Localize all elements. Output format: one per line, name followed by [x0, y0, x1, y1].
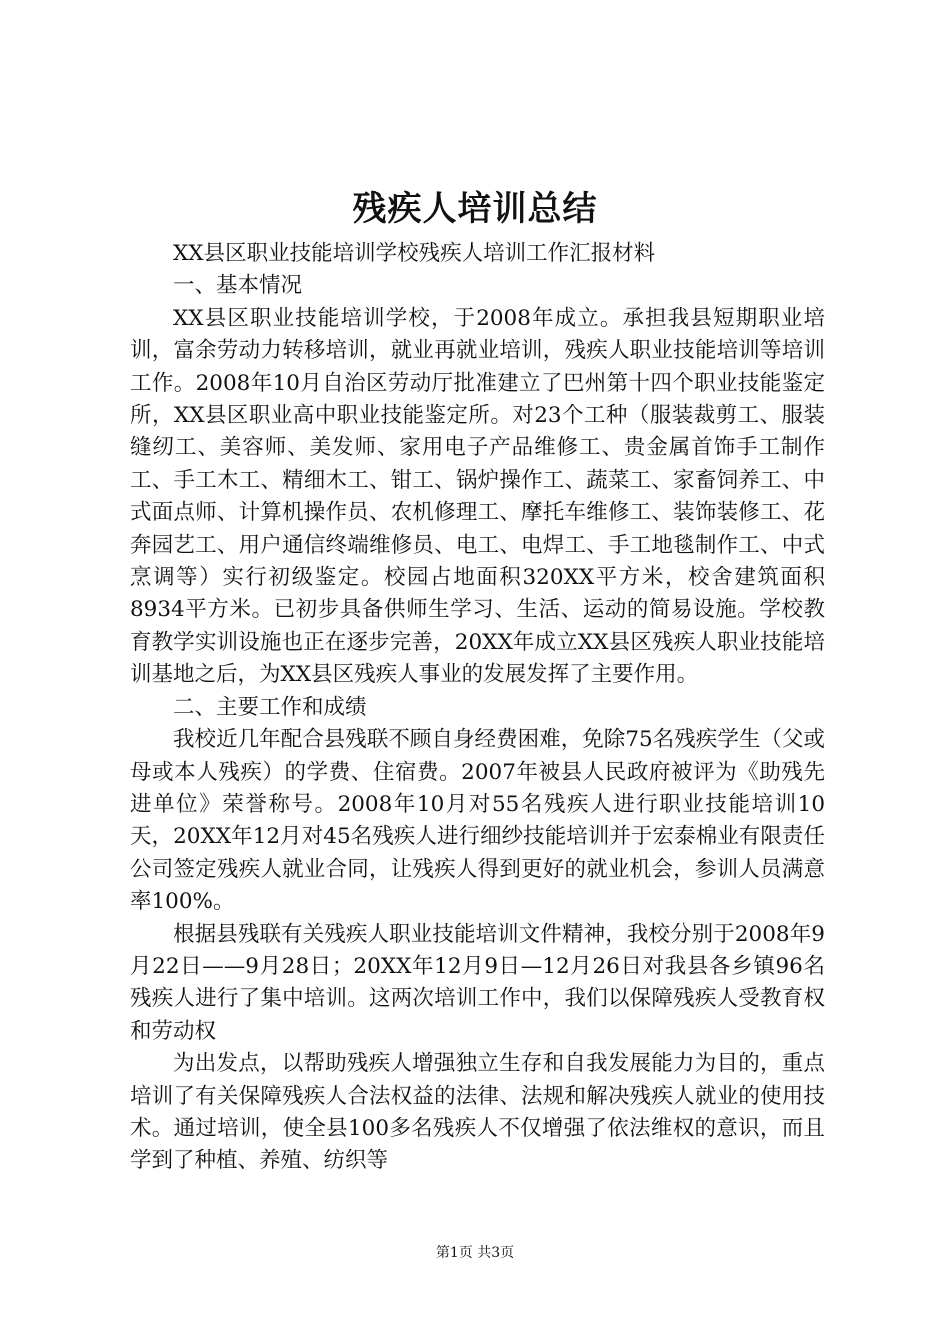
- page-footer: 第1页 共3页: [435, 1245, 515, 1261]
- page-title: 残疾人培训总结: [352, 189, 598, 229]
- paragraph-work-3: 为出发点，以帮助残疾人增强独立生存和自我发展能力为目的，重点培训了有关保障残疾人合法权益的法律、法规和解决残疾人就业的使用技术。通过培训，使全县100多名残疾人不仅增强了依法维权的意识，而且学到了种植、养殖、纺织等: [130, 1051, 825, 1174]
- document-body: [130, 238, 825, 1178]
- section-heading-basic: 一、基本情况: [173, 273, 303, 299]
- paragraph-subtitle: XX县区职业技能培训学校残疾人培训工作汇报材料: [173, 241, 656, 266]
- paragraph-work-2: 根据县残联有关残疾人职业技能培训文件精神，我校分别于2008年9月22日——9月28日；20XX年12月9日—12月26日对我县各乡镇96名残疾人进行了集中培训。这两次培训工作中，我们以保障残疾人受教育权和劳动权: [130, 921, 825, 1044]
- section-heading-work: 二、主要工作和成绩: [173, 694, 367, 720]
- paragraph-work-1: 我校近几年配合县残联不顾自身经费困难，免除75名残疾学生（父或母或本人残疾）的学费、住宿费。2007年被县人民政府被评为《助残先进单位》荣誉称号。2008年10月对55名残疾人进行职业技能培训10天，20XX年12月对45名残疾人进行细纱技能培训并于宏泰棉业有限责任公司签定残疾人就业合同，让残疾人得到更好的就业机会，参训人员满意率100%。: [130, 727, 825, 915]
- paragraph-basic-info: XX县区职业技能培训学校，于2008年成立。承担我县短期职业培训，富余劳动力转移培训，就业再就业培训，残疾人职业技能培训等培训工作。2008年10月自治区劳动厅批准建立了巴州第十四个职业技能鉴定所，XX县区职业高中职业技能鉴定所。对23个工种（服装裁剪工、服装缝纫工、美容师、美发师、家用电子产品维修工、贵金属首饰手工制作工、手工木工、精细木工、钳工、锅炉操作工、蔬菜工、家畜饲养工、中式面点师、计算机操作员、农机修理工、摩托车维修工、装饰装修工、花奔园艺工、用户通信终端维修员、电工、电焊工、手工地毯制作工、中式烹调等）实行初级鉴定。校园占地面积320XX平方米，校舍建筑面积8934平方米。已初步具备供师生学习、生活、运动的简易设施。学校教育教学实训设施也正在逐步完善，20XX年成立XX县区残疾人职业技能培训基地之后，为XX县区残疾人事业的发展发挥了主要作用。: [130, 305, 825, 688]
